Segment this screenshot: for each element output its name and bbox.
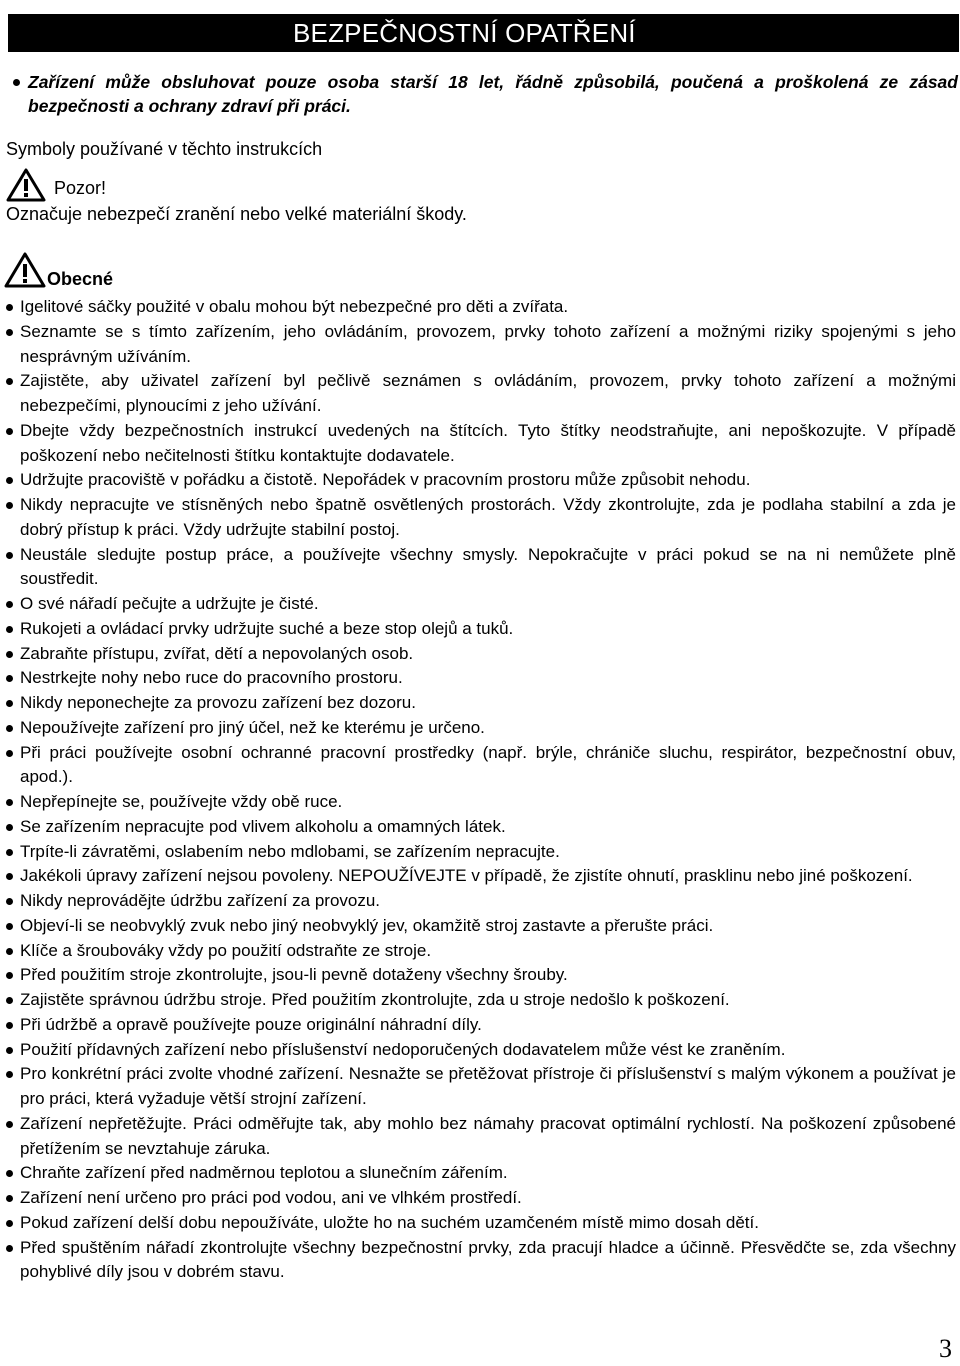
rule-item: Zajistěte správnou údržbu stroje. Před použitím zkontrolujte, zda u stroje nedošlo k poškození. [20, 988, 956, 1013]
rule-item: Dbejte vždy bezpečnostních instrukcí uvedených na štítcích. Tyto štítky neodstraňujte, ani nepoškozujte. V případě poškození nebo nečitelnosti štítku kontaktujte dodavatele. [20, 419, 956, 469]
rule-item: Nikdy nepracujte ve stísněných nebo špatně osvětlených prostorách. Vždy zkontrolujte, zda je podlaha stabilní a zda je dobrý přístup k práci. Vždy udržujte stabilní postoj. [20, 493, 956, 543]
rule-item: Pro konkrétní práci zvolte vhodné zařízení. Nesnažte se přetěžovat přístroje či příslušenství s malým výkonem a používat je pro práci, která vyžaduje větší strojní zařízení. [20, 1062, 956, 1112]
rule-item: Udržujte pracoviště v pořádku a čistotě. Nepořádek v pracovním prostoru může způsobit nehodu. [20, 468, 956, 493]
rule-item: Rukojeti a ovládací prvky udržujte suché a beze stop olejů a tuků. [20, 617, 956, 642]
rule-item: Zajistěte, aby uživatel zařízení byl pečlivě seznámen s ovládáním, provozem, prvky tohoto zařízení a možnými nebezpečími, plynoucími z jeho užívání. [20, 369, 956, 419]
rule-item: Neustále sledujte postup práce, a používejte všechny smysly. Nepokračujte v práci pokud se na ni nemůžete plně soustředit. [20, 543, 956, 593]
rule-item: Použití přídavných zařízení nebo příslušenství nedoporučených dodavatelem může vést ke zraněním. [20, 1038, 956, 1063]
rule-item: Nestrkejte nohy nebo ruce do pracovního prostoru. [20, 666, 956, 691]
rule-item: Se zařízením nepracujte pod vlivem alkoholu a omamných látek. [20, 815, 956, 840]
rule-item: Při údržbě a opravě používejte pouze originální náhradní díly. [20, 1013, 956, 1038]
rule-item: Nepoužívejte zařízení pro jiný účel, než ke kterému je určeno. [20, 716, 956, 741]
warning-triangle-icon [4, 252, 46, 288]
rule-item: Seznamte se s tímto zařízením, jeho ovládáním, provozem, prvky tohoto zařízení a možnými riziky spojenými s jeho nesprávným užíváním. [20, 320, 956, 370]
rule-item: Nikdy neprovádějte údržbu zařízení za provozu. [20, 889, 956, 914]
safety-rules-list [20, 295, 956, 1285]
pozor-description: Označuje nebezpečí zranění nebo velké materiální škody. [6, 204, 467, 224]
rule-item: Před použitím stroje zkontrolujte, jsou-li pevně dotaženy všechny šrouby. [20, 963, 956, 988]
rule-item: Zařízení nepřetěžujte. Práci odměřujte tak, aby mohlo bez námahy pracovat optimální rychlostí. Na poškození způsobené přetížením se nevztahuje záruka. [20, 1112, 956, 1162]
rule-item: O své nářadí pečujte a udržujte je čisté. [20, 592, 956, 617]
rule-item: Klíče a šroubováky vždy po použití odstraňte ze stroje. [20, 939, 956, 964]
rule-item: Trpíte-li závratěmi, oslabením nebo mdlobami, se zařízením nepracujte. [20, 840, 956, 865]
rule-item: Při práci používejte osobní ochranné pracovní prostředky (např. brýle, chrániče sluchu, respirátor, bezpečnostní obuv, apod.). [20, 741, 956, 791]
rule-item: Jakékoli úpravy zařízení nejsou povoleny. NEPOUŽÍVEJTE v případě, že zjistíte ohnutí, prasklinu nebo jiné poškození. [20, 864, 956, 889]
rule-item: Zabraňte přístupu, zvířat, dětí a nepovolaných osob. [20, 642, 956, 667]
section-title: BEZPEČNOSTNÍ OPATŘENÍ [293, 18, 636, 48]
obecne-label: Obecné [47, 269, 114, 289]
symbols-heading: Symboly používané v těchto instrukcích [6, 139, 323, 159]
rule-item: Před spuštěním nářadí zkontrolujte všechny bezpečnostní prvky, zda pracují hladce a účinně. Přesvědčte se, zda všechny pohyblivé díly jsou v dobrém stavu. [20, 1236, 956, 1286]
rule-item: Chraňte zařízení před nadměrnou teplotou a slunečním zářením. [20, 1161, 956, 1186]
rule-item: Igelitové sáčky použité v obalu mohou být nebezpečné pro děti a zvířata. [20, 295, 956, 320]
page-number: 3 [939, 1334, 952, 1363]
rule-item: Nepřepínejte se, používejte vždy obě ruce. [20, 790, 956, 815]
rule-item: Pokud zařízení delší dobu nepoužíváte, uložte ho na suchém uzamčeném místě mimo dosah dětí. [20, 1211, 956, 1236]
rule-item: Zařízení není určeno pro práci pod vodou, ani ve vlhkém prostředí. [20, 1186, 956, 1211]
section-header-bar [8, 14, 959, 52]
rule-item: Objeví-li se neobvyklý zvuk nebo jiný neobvyklý jev, okamžitě stroj zastavte a přerušte práci. [20, 914, 956, 939]
warning-triangle-icon [6, 168, 46, 202]
pozor-label: Pozor! [54, 178, 107, 198]
rule-item: Nikdy neponechejte za provozu zařízení bez dozoru. [20, 691, 956, 716]
intro-list [28, 70, 958, 118]
intro-bullet: Zařízení může obsluhovat pouze osoba starší 18 let, řádně způsobilá, poučená a proškolená ze zásad bezpečnosti a ochrany zdraví při práci. [28, 72, 958, 116]
